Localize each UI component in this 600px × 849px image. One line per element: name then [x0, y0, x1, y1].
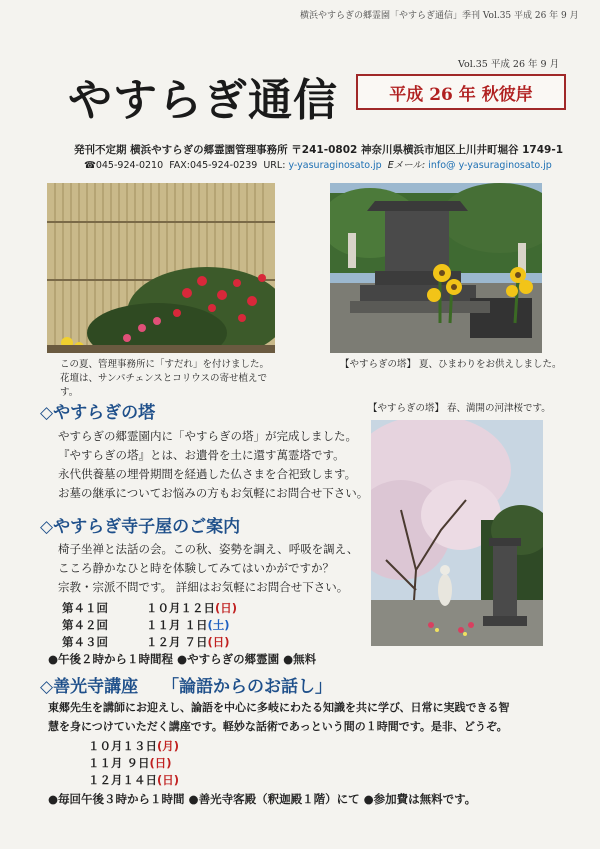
photo-sudare-flowerbed: [47, 183, 275, 353]
section-terakoya-heading: ◇やすらぎ寺子屋のご案内: [40, 517, 241, 537]
section-terakoya-body: [58, 540, 358, 597]
schedule-row: 第４２回 １１月 １日(土): [62, 618, 230, 632]
photo1-caption-line1: この夏、管理事務所に「すだれ」を付けました。: [60, 359, 270, 370]
section-terakoya-line3: 宗教・宗派不問です。 詳細はお気軽にお問合せ下さい。: [58, 580, 349, 594]
schedule-row: １１月 ９日(日): [88, 756, 172, 770]
fax-number: FAX:045-924-0239: [169, 160, 258, 171]
photo2-caption-tag: 【やすらぎの塔】: [340, 359, 417, 370]
section-lecture-heading: [40, 672, 332, 697]
publisher-line: 発刊不定期 横浜やすらぎの郷霊園管理事務所 〒241-0802 神奈川県横浜市旭区上川井町堀谷 1749-1: [74, 144, 564, 156]
section-tower-heading: ◇やすらぎの塔: [40, 403, 156, 423]
email-link[interactable]: info@ y-yasuraginosato.jp: [428, 160, 552, 171]
photo1-caption: [60, 358, 269, 400]
contact-line: [84, 157, 552, 171]
lecture-schedule: [88, 738, 179, 789]
issue-label-box: [356, 74, 566, 110]
schedule-row: １０月１３日(月): [88, 739, 180, 753]
section-tower-line3: 永代供養墓の埋骨期間を経過した仏さまを合祀致します。: [58, 467, 357, 481]
section-tower-body: [58, 427, 368, 503]
photo1-caption-line2: 花壇は、サンパチェンスとコリウスの寄せ植えで: [60, 373, 268, 384]
photo1-caption-line3: す。: [60, 387, 79, 398]
schedule-row: １２月１４日(日): [88, 773, 180, 787]
lecture-subtitle: 「論語からのお話し」: [162, 677, 332, 697]
section-terakoya-line2: こころ静かなひと時を体験してみてはいかがですか？: [58, 561, 334, 575]
phone-number: ☎045-924-0210: [84, 160, 164, 171]
photo3-caption-tag: 【やすらぎの塔】: [368, 403, 445, 414]
lecture-notes: ●毎回午後３時から１時間 ●善光寺客殿（釈迦殿１階）にて ●参加費は無料です。: [48, 792, 477, 806]
section-lecture-line2: 慧を身につけていただく講座です。軽妙な話術であっという間の１時間です。是非、どうぞ。: [48, 720, 508, 733]
section-tower-line1: やすらぎの郷霊園内に「やすらぎの塔」が完成しました。: [58, 429, 357, 443]
lecture-heading-label: ◇善光寺講座: [40, 677, 139, 697]
header-top-line: 横浜やすらぎの郷霊園「やすらぎ通信」季刊 Vol.35 平成 26 年 9 月: [300, 11, 579, 21]
photo-tower-sunflowers: [330, 183, 542, 353]
photo3-caption: [368, 402, 551, 416]
section-tower-line2: 『やすらぎの塔』とは、お遺骨を土に還す萬霊塔です。: [58, 448, 345, 462]
section-lecture-body: [48, 698, 510, 736]
volume-label: Vol.35 平成 26 年 9 月: [458, 59, 560, 70]
schedule-row: 第４１回 １０月１２日(日): [62, 601, 238, 615]
photo3-caption-text: 春、満開の河津桜です。: [447, 403, 551, 414]
terakoya-notes: ●午後２時から１時間程 ●やすらぎの郷霊園 ●無料: [48, 652, 317, 666]
section-terakoya-line1: 椅子坐禅と法話の会。この秋、姿勢を調え、呼吸を調え、: [58, 542, 359, 556]
url-label: URL:: [263, 160, 286, 171]
terakoya-schedule: [62, 600, 237, 651]
photo2-caption-text: 夏、ひまわりをお供えしました。: [419, 359, 562, 370]
section-tower-line4: お墓の継承についてお悩みの方もお気軽にお問合せ下さい。: [58, 486, 369, 500]
photo2-caption: [340, 358, 562, 372]
newsletter-title: やすらぎ通信: [68, 75, 338, 126]
email-label: Eメール:: [387, 160, 426, 171]
issue-label: 平成 26 年 秋彼岸: [389, 84, 533, 105]
website-link[interactable]: y-yasuraginosato.jp: [288, 160, 382, 171]
photo-tower-cherry-blossoms: [371, 420, 543, 646]
section-lecture-line1: 東郷先生を講師にお迎えし、論語を中心に多岐にわたる知識を共に学び、日常に実践できる智: [48, 701, 510, 714]
schedule-row: 第４３回 １２月 ７日(日): [62, 635, 230, 649]
